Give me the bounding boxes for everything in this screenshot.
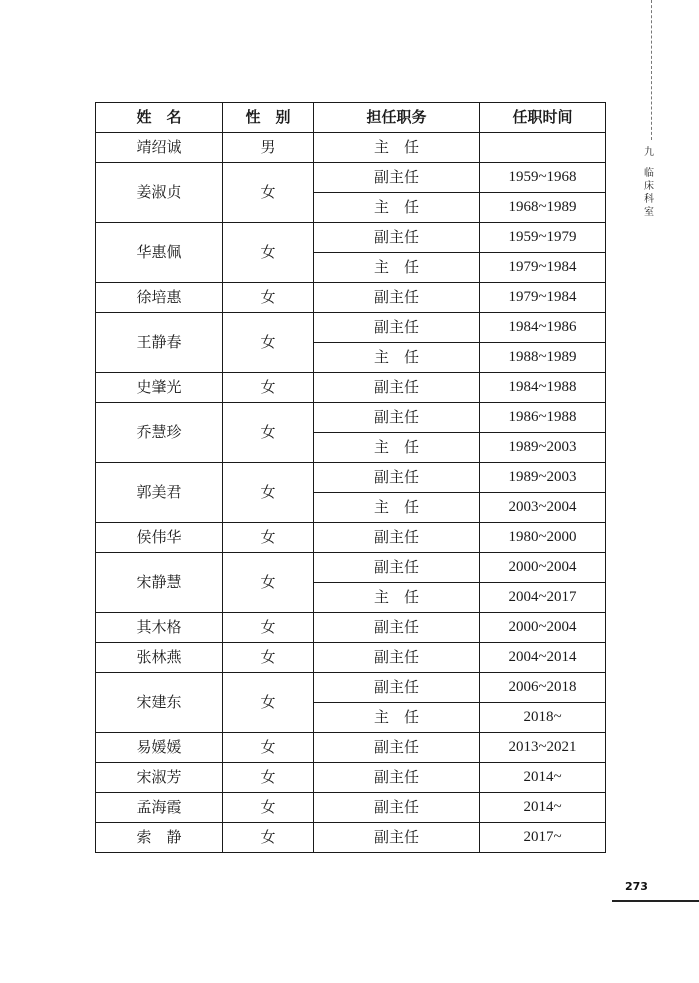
cell-position: 副主任 <box>314 613 480 643</box>
margin-dotted-line <box>651 0 652 140</box>
cell-gender: 女 <box>223 763 314 793</box>
cell-gender: 女 <box>223 823 314 853</box>
cell-name: 孟海霞 <box>96 793 223 823</box>
cell-name: 徐培惠 <box>96 283 223 313</box>
cell-gender: 女 <box>223 613 314 643</box>
cell-term: 2014~ <box>480 763 606 793</box>
cell-term: 2000~2004 <box>480 613 606 643</box>
department-heads-table <box>95 102 606 853</box>
cell-name: 华惠佩 <box>96 223 223 283</box>
cell-name: 索 静 <box>96 823 223 853</box>
cell-position: 副主任 <box>314 523 480 553</box>
cell-position: 主 任 <box>314 133 480 163</box>
cell-gender: 女 <box>223 673 314 733</box>
cell-name: 姜淑贞 <box>96 163 223 223</box>
table-row <box>96 553 606 583</box>
cell-term: 2000~2004 <box>480 553 606 583</box>
cell-term: 2004~2014 <box>480 643 606 673</box>
table-row <box>96 373 606 403</box>
cell-name: 乔慧珍 <box>96 403 223 463</box>
cell-term: 2006~2018 <box>480 673 606 703</box>
cell-gender: 女 <box>223 463 314 523</box>
header-gender: 性 别 <box>223 103 314 133</box>
header-term: 任职时间 <box>480 103 606 133</box>
cell-position: 主 任 <box>314 253 480 283</box>
cell-name: 郭美君 <box>96 463 223 523</box>
cell-term: 1979~1984 <box>480 283 606 313</box>
table-body <box>96 133 606 853</box>
cell-position: 副主任 <box>314 823 480 853</box>
cell-position: 副主任 <box>314 283 480 313</box>
cell-name: 张林燕 <box>96 643 223 673</box>
cell-position: 副主任 <box>314 763 480 793</box>
table-row <box>96 463 606 493</box>
cell-name: 靖绍诚 <box>96 133 223 163</box>
cell-name: 易媛媛 <box>96 733 223 763</box>
table-row <box>96 223 606 253</box>
table-row <box>96 523 606 553</box>
cell-term: 1984~1986 <box>480 313 606 343</box>
cell-position: 副主任 <box>314 733 480 763</box>
table-row <box>96 283 606 313</box>
cell-name: 其木格 <box>96 613 223 643</box>
cell-term <box>480 133 606 163</box>
table-row <box>96 823 606 853</box>
cell-position: 主 任 <box>314 343 480 373</box>
table-row <box>96 673 606 703</box>
cell-name: 宋静慧 <box>96 553 223 613</box>
table-header-row <box>96 103 606 133</box>
cell-term: 1959~1979 <box>480 223 606 253</box>
cell-gender: 女 <box>223 403 314 463</box>
chapter-number: 九 <box>644 147 654 158</box>
cell-term: 1959~1968 <box>480 163 606 193</box>
cell-position: 副主任 <box>314 313 480 343</box>
cell-term: 1980~2000 <box>480 523 606 553</box>
cell-position: 主 任 <box>314 193 480 223</box>
cell-position: 副主任 <box>314 463 480 493</box>
side-running-head <box>643 146 655 219</box>
cell-term: 1989~2003 <box>480 433 606 463</box>
table-row <box>96 403 606 433</box>
cell-position: 副主任 <box>314 793 480 823</box>
cell-name: 宋淑芳 <box>96 763 223 793</box>
table-row <box>96 793 606 823</box>
cell-term: 1989~2003 <box>480 463 606 493</box>
header-position: 担任职务 <box>314 103 480 133</box>
cell-gender: 女 <box>223 793 314 823</box>
cell-term: 1979~1984 <box>480 253 606 283</box>
header-name: 姓 名 <box>96 103 223 133</box>
table-row <box>96 133 606 163</box>
table-row <box>96 313 606 343</box>
cell-gender: 女 <box>223 733 314 763</box>
cell-term: 2003~2004 <box>480 493 606 523</box>
cell-position: 副主任 <box>314 673 480 703</box>
cell-position: 副主任 <box>314 163 480 193</box>
cell-term: 2017~ <box>480 823 606 853</box>
cell-gender: 女 <box>223 553 314 613</box>
page-number: 273 <box>625 880 648 893</box>
cell-gender: 女 <box>223 373 314 403</box>
cell-term: 1968~1989 <box>480 193 606 223</box>
table-row <box>96 733 606 763</box>
cell-term: 2013~2021 <box>480 733 606 763</box>
cell-position: 主 任 <box>314 703 480 733</box>
table-row <box>96 613 606 643</box>
cell-term: 2014~ <box>480 793 606 823</box>
cell-gender: 女 <box>223 163 314 223</box>
cell-gender: 女 <box>223 313 314 373</box>
cell-position: 副主任 <box>314 643 480 673</box>
cell-position: 主 任 <box>314 583 480 613</box>
cell-term: 2018~ <box>480 703 606 733</box>
table-row <box>96 643 606 673</box>
cell-position: 副主任 <box>314 553 480 583</box>
cell-term: 1988~1989 <box>480 343 606 373</box>
cell-name: 王静春 <box>96 313 223 373</box>
section-title: 临 床 科 室 <box>644 168 654 218</box>
cell-gender: 女 <box>223 223 314 283</box>
table-row <box>96 763 606 793</box>
cell-term: 1986~1988 <box>480 403 606 433</box>
page-footer <box>612 880 699 902</box>
cell-gender: 女 <box>223 283 314 313</box>
cell-gender: 男 <box>223 133 314 163</box>
cell-gender: 女 <box>223 523 314 553</box>
table-row <box>96 163 606 193</box>
cell-position: 副主任 <box>314 403 480 433</box>
cell-position: 主 任 <box>314 433 480 463</box>
cell-position: 副主任 <box>314 223 480 253</box>
cell-term: 1984~1988 <box>480 373 606 403</box>
cell-position: 副主任 <box>314 373 480 403</box>
cell-name: 宋建东 <box>96 673 223 733</box>
cell-position: 主 任 <box>314 493 480 523</box>
cell-name: 史肇光 <box>96 373 223 403</box>
cell-gender: 女 <box>223 643 314 673</box>
cell-term: 2004~2017 <box>480 583 606 613</box>
cell-name: 侯伟华 <box>96 523 223 553</box>
